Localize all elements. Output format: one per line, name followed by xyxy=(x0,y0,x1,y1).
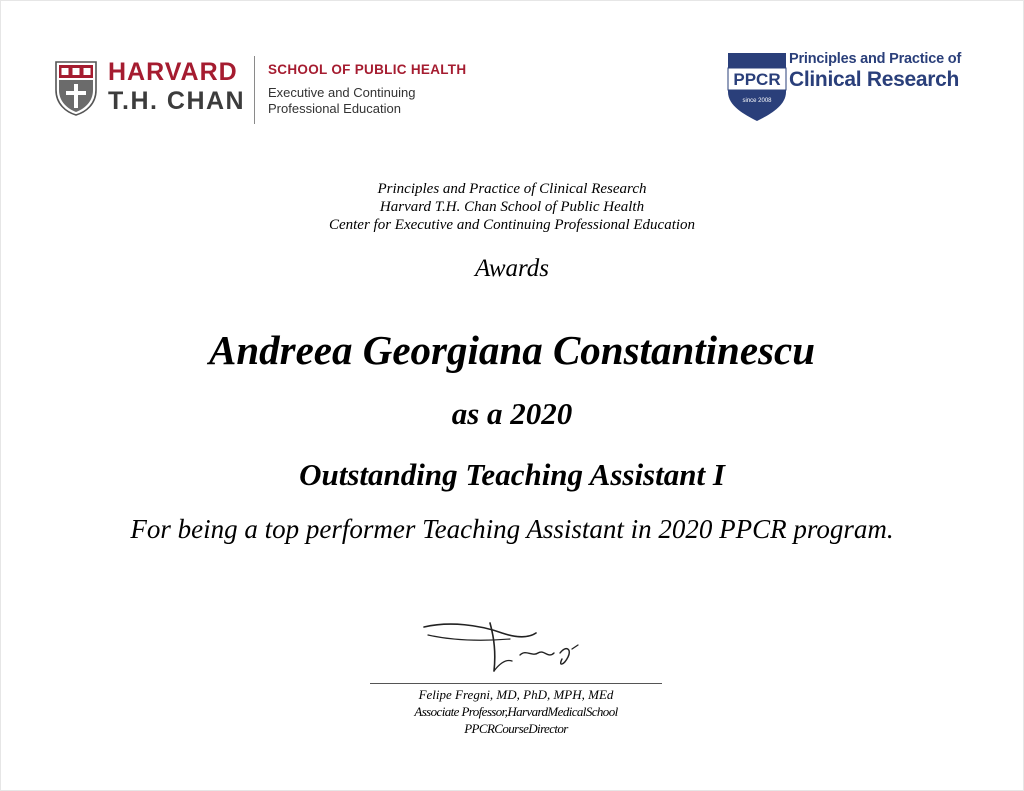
header-school: Harvard T.H. Chan School of Public Health xyxy=(379,199,645,215)
harvard-wordmark-line2: T.H. CHAN xyxy=(108,87,246,115)
ppcr-badge-since: since 2008 xyxy=(742,98,772,104)
logo-divider xyxy=(254,56,255,124)
award-title: Outstanding Teaching Assistant I xyxy=(299,457,725,492)
harvard-wordmark-line1: HARVARD xyxy=(108,58,238,86)
signatory-name: Felipe Fregni, MD, PhD, MPH, MEd xyxy=(418,687,614,702)
award-reason: For being a top performer Teaching Assistant in 2020 PPCR program. xyxy=(130,514,894,544)
signature-line xyxy=(370,683,662,684)
ppcr-badge-text: PPCR xyxy=(733,70,781,89)
ppcr-logo xyxy=(727,52,987,124)
header-center: Center for Executive and Continuing Professional Education xyxy=(328,217,696,233)
award-year: as a 2020 xyxy=(451,396,573,431)
certificate-header xyxy=(0,180,1024,234)
ppcr-title-line1: Principles and Practice of xyxy=(789,51,962,67)
header-program: Principles and Practice of Clinical Research xyxy=(377,181,647,197)
harvard-shield-icon xyxy=(54,60,98,116)
harvard-chan-logo xyxy=(54,56,494,126)
handwritten-signature xyxy=(410,615,610,677)
ppcr-title xyxy=(789,52,961,90)
school-sub-line2: Professional Education xyxy=(268,101,401,117)
ppcr-title-line2: Clinical Research xyxy=(789,67,959,91)
ppcr-badge-icon xyxy=(727,52,787,122)
school-sub-line1: Executive and Continuing xyxy=(268,84,416,100)
signatory-title: Associate Professor,HarvardMedicalSchool xyxy=(414,704,618,719)
harvard-wordmark xyxy=(108,60,245,114)
school-name: SCHOOL OF PUBLIC HEALTH xyxy=(268,62,467,77)
school-name-block xyxy=(268,62,466,117)
signatory-block xyxy=(370,686,662,737)
signatory-role: PPCRCourseDirector xyxy=(464,721,568,736)
recipient-name: Andreea Georgiana Constantinescu xyxy=(209,327,815,373)
awards-label: Awards xyxy=(474,255,550,282)
